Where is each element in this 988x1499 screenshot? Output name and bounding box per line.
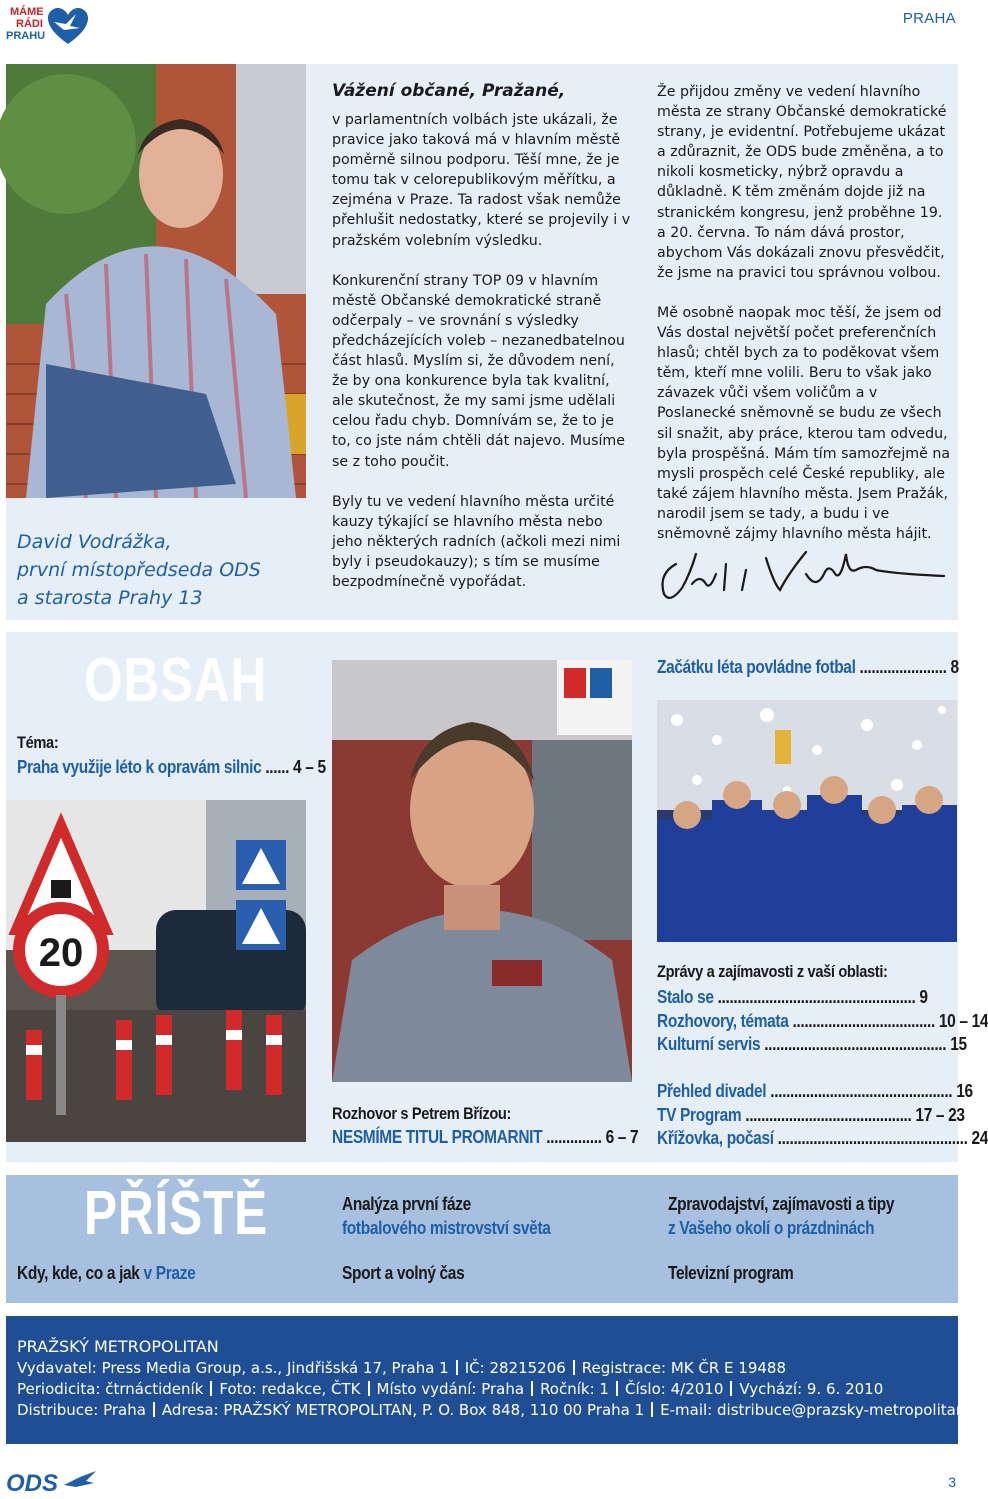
toc-title: Kulturní servis	[657, 1034, 761, 1054]
toc-page: 8	[950, 657, 959, 677]
toc-dots: ................................................	[777, 1128, 968, 1148]
caption-line: a starosta Prahy 13	[17, 587, 203, 609]
toc-dots: ......................	[859, 657, 947, 677]
logo-text	[6, 6, 45, 42]
logo-line-1: MÁME	[10, 6, 44, 18]
editorial-paragraph: Byly tu ve vedení hlavního města určité kauzy týkající se hlavního města nebo jeho některých radních (ačkoli mezi nimi byly i pseudokauzy); s tím se musíme bezpodmínečně vypořádat.	[332, 493, 621, 590]
toc-dots: ..........................................	[745, 1105, 912, 1125]
next-issue-col-2	[342, 1192, 551, 1240]
toc-title: Křížovka, počasí	[657, 1128, 774, 1148]
toc-item-football[interactable]	[657, 656, 959, 680]
news-label: Zprávy a zajímavosti z vaší oblasti:	[657, 962, 888, 981]
toc-title: Rozhovory, témata	[657, 1011, 789, 1031]
toc-title: Přehled divadel	[657, 1081, 767, 1101]
toc-dots: ..............	[546, 1127, 602, 1147]
toc-item-interview[interactable]	[332, 1126, 638, 1150]
toc-item-misc[interactable]	[657, 1127, 988, 1151]
caption-line: první místopředseda ODS	[17, 559, 261, 581]
editorial-greeting: Vážení občané, Pražané,	[332, 81, 566, 101]
imprint-line: Vydavatel: Press Media Group, a.s., Jindřišská 17, Praha 1 IČ: 28215206 Registrace: MK ČR E 19488	[17, 1359, 786, 1377]
photo-petr-briza	[332, 660, 632, 1082]
handwritten-signature	[656, 544, 948, 606]
svg-text:20: 20	[38, 931, 84, 975]
next-issue-subline: fotbalového mistrovství světa	[342, 1218, 551, 1238]
toc-page: 10 – 14	[938, 1011, 988, 1031]
imprint-box	[6, 1316, 987, 1444]
toc-page: 16	[956, 1081, 973, 1101]
photo-caption	[17, 528, 297, 612]
next-issue-title: PŘÍŠTĚ	[84, 1179, 268, 1248]
toc-title: NESMÍME TITUL PROMARNIT	[332, 1127, 543, 1147]
toc-page: 15	[950, 1034, 967, 1054]
toc-title: Začátku léta povládne fotbal	[657, 657, 856, 677]
next-issue-col-3	[668, 1192, 894, 1240]
logo-line-3: PRAHU	[6, 30, 46, 42]
next-issue-highlight: v Praze	[143, 1263, 196, 1283]
next-issue-section: Sport a volný čas	[342, 1263, 465, 1283]
toc-dots: ......	[265, 757, 290, 777]
toc-item-misc[interactable]	[657, 1104, 965, 1128]
page-number: 3	[948, 1474, 956, 1490]
toc-item-misc[interactable]	[657, 1080, 973, 1104]
imprint-title: PRAŽSKÝ METROPOLITAN	[17, 1337, 219, 1356]
tema-label: Téma:	[17, 733, 59, 752]
toc-page: 9	[919, 987, 928, 1007]
ods-logo-icon	[6, 1467, 98, 1495]
next-issue-text: Kdy, kde, co a jak	[17, 1263, 144, 1283]
toc-dots: ....................................	[792, 1011, 935, 1031]
editorial-paragraph: Mě osobně naopak moc těší, že jsem od Vás dostal největší počet preferenčních hlasů; chtěl bych za to poděkovat všem těm, kteří mne volili. Beru to však jako závazek vůči všem voličům a v Poslanecké sněmovně se budu ze všech sil snažit, aby práce, kterou tam odvedu, byla prospěšná. Mám tím samozřejmě na mysli prospěch celé České republiky, ale také zájem hlavního města. Jsem Pražák, narodil jsem se tady, a budu i ve sněmovně zájmy hlavního města hájit.	[657, 304, 951, 542]
toc-page: 4 – 5	[293, 757, 326, 777]
editorial-column-2	[657, 82, 955, 564]
editorial-paragraph: Že přijdou změny ve vedení hlavního města ze strany Občanské demokratické strany, je evidentní. Potřebujeme ukázat a zdůraznit, že ODS bude změněna, a to nikoli kosmeticky, nýbrž opravdu a důkladně. K těm změnám dojde již na stranickém kongresu, jenž proběhne 19. a 20. června. To nám dává prostor, abychom Vás dokázali znovu přesvědčit, že jsme na pravici tou správnou volbou.	[657, 84, 947, 281]
next-issue-headline: Analýza první fáze	[342, 1194, 471, 1214]
contents-title: OBSAH	[84, 646, 268, 715]
toc-page: 24	[971, 1128, 988, 1148]
interview-label: Rozhovor s Petrem Břízou:	[332, 1104, 512, 1123]
toc-item-news[interactable]	[657, 986, 928, 1010]
toc-item-tema[interactable]	[17, 756, 326, 780]
toc-title: TV Program	[657, 1105, 742, 1125]
toc-dots: ..................................................	[717, 987, 916, 1007]
logo-line-2: RÁDI	[16, 18, 43, 30]
editorial-paragraph: Konkurenční strany TOP 09 v hlavním městě Občanské demokratické straně odčerpaly – ve srovnání s výsledky předcházejících voleb – nezanedbatelnou část hlasů. Myslím si, že důvodem není, že by ona konkurence byla tak kvalitní, ale skutečnost, že my sami jsme udělali celou řadu chyb. Domnívám se, že to je to, co jste nám chtěli dát najevo. Musíme se z toho poučit.	[332, 272, 625, 470]
photo-football-celebration	[657, 700, 957, 942]
toc-item-news[interactable]	[657, 1010, 988, 1034]
toc-dots: ..............................................	[770, 1081, 953, 1101]
photo-road-works	[6, 800, 306, 1142]
next-issue-headline: Zpravodajství, zajímavosti a tipy	[668, 1194, 895, 1214]
toc-dots: ..............................................	[764, 1034, 947, 1054]
svg-text:ODS: ODS	[6, 1470, 59, 1497]
toc-page: 6 – 7	[605, 1127, 639, 1147]
section-label: PRAHA	[902, 10, 956, 27]
toc-title: Stalo se	[657, 987, 714, 1007]
editorial-column-1	[332, 80, 632, 612]
toc-item-news[interactable]	[657, 1033, 967, 1057]
heart-bird-logo-icon	[46, 6, 90, 46]
photo-david-vodrazka	[6, 64, 306, 498]
toc-page: 17 – 23	[915, 1105, 965, 1125]
editorial-paragraph: v parlamentních volbách jste ukázali, že pravice jako taková má v hlavním městě poměrně silnou podporu. Těší mne, že je tomu tak v celorepublikovým měřítku, a zejména v Praze. Ta radost však nemůže přehlušit nedostatky, které se projevily i v pražském volebním výsledku.	[332, 112, 631, 249]
toc-title: Praha využije léto k opravám silnic	[17, 757, 262, 777]
next-issue-subline: z Vašeho okolí o prázdninách	[668, 1218, 875, 1238]
caption-line: David Vodrážka,	[17, 531, 172, 553]
imprint-line: Distribuce: Praha Adresa: PRAŽSKÝ METROPOLITAN, P. O. Box 848, 110 00 Praha 1 E-mail: distribuce@prazsky-metropolitan.cz	[17, 1401, 987, 1419]
next-issue-col-1	[17, 1263, 195, 1284]
next-issue-section: Televizní program	[668, 1263, 794, 1283]
imprint-line: Periodicita: čtrnáctideník Foto: redakce, ČTK Místo vydání: Praha Ročník: 1 Číslo: 4/2010 Vychází: 9. 6. 2010	[17, 1380, 884, 1398]
